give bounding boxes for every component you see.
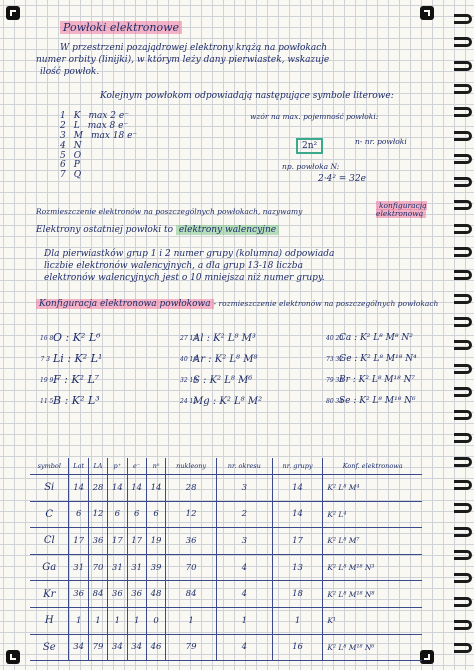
example-value: 2·4² = 32e: [318, 174, 366, 184]
element-symbol-cell: Si: [30, 475, 69, 502]
configuration-cell: K¹: [323, 607, 422, 634]
spiral-ring-icon: [454, 14, 472, 24]
table-row: [30, 581, 422, 608]
table-cell: 1: [88, 607, 107, 634]
element-symbol-cell: Ga: [30, 554, 69, 581]
table-cell: 1: [166, 607, 217, 634]
intro-line-3: ilość powłok.: [40, 67, 100, 77]
table-cell: 79: [166, 634, 217, 661]
table-cell: 1: [216, 607, 272, 634]
distribution-text: [36, 208, 302, 216]
table-cell: 3: [216, 475, 272, 502]
table-cell: 17: [108, 528, 127, 555]
table-cell: 1: [69, 607, 88, 634]
table-cell: 13: [272, 554, 323, 581]
shells-heading: Kolejnym powłokom odpowiadają następujące symbole literowe:: [100, 91, 394, 101]
list-item: 80 34 Se : K² L⁸ M¹⁸ N⁶: [326, 395, 416, 406]
table-cell: 14: [272, 501, 323, 528]
list-item: 3 M max 18 e⁻: [60, 130, 138, 141]
table-row: [30, 634, 422, 661]
spiral-ring-icon: [454, 317, 472, 327]
table-row: [30, 528, 422, 555]
table-cell: 36: [108, 581, 127, 608]
list-item: 32 16 S : K² L⁸ M⁶: [180, 375, 253, 386]
table-cell: 6: [127, 501, 146, 528]
table-cell: 84: [166, 581, 217, 608]
list-item: 16 8 O : K² L⁶: [40, 331, 101, 345]
table-cell: 12: [88, 501, 107, 528]
table-cell: 48: [146, 581, 165, 608]
table-cell: 3: [216, 528, 272, 555]
list-item: 24 12 Mg : K² L⁸ M²: [180, 396, 263, 407]
distribution-term: [376, 202, 436, 219]
table-cell: 4: [216, 634, 272, 661]
corner-marker-icon: [6, 6, 20, 20]
table-cell: 46: [146, 634, 165, 661]
table-cell: 79: [88, 634, 107, 661]
intro-line-2: numer orbity (linijki), w którym leży dany pierwiastek, wskazuje: [36, 55, 330, 65]
list-item: 73 32 Ge : K² L⁸ M¹⁸ N⁴: [326, 353, 417, 364]
table-cell: 17: [272, 528, 323, 555]
distribution-line: Rozmieszczenie elektronów na poszczególnych powłokach, nazywamy: [36, 207, 303, 216]
configuration-cell: K² L⁸ M⁴: [323, 475, 422, 502]
list-item: 7 Q: [60, 170, 82, 181]
spiral-ring-icon: [454, 294, 472, 304]
column-header: n⁰: [146, 458, 165, 475]
table-cell: 16: [272, 634, 323, 661]
spiral-ring-icon: [454, 37, 472, 47]
term-highlight: konfiguracją elektronową: [376, 201, 427, 219]
table-cell: 6: [69, 501, 88, 528]
column-header: nr. okresu: [216, 458, 272, 475]
column-header: symbol: [30, 458, 69, 475]
corner-marker-icon: [420, 6, 434, 20]
table-cell: 18: [272, 581, 323, 608]
table-cell: 34: [69, 634, 88, 661]
table-cell: 6: [108, 501, 127, 528]
table-cell: 1: [108, 607, 127, 634]
spiral-ring-icon: [454, 154, 472, 164]
spiral-ring-icon: [454, 620, 472, 630]
formula-note: n- nr. powłoki: [355, 137, 407, 146]
formula-label: wzór na max. pojemność powłoki:: [250, 112, 379, 121]
spiral-ring-icon: [454, 457, 472, 467]
table-cell: 84: [88, 581, 107, 608]
table-cell: 4: [216, 581, 272, 608]
elements-table: [30, 458, 422, 661]
table-cell: 4: [216, 554, 272, 581]
table-cell: 6: [146, 501, 165, 528]
configuration-cell: K² L⁸ M¹⁸ N⁸: [323, 581, 422, 608]
element-symbol-cell: C: [30, 501, 69, 528]
table-cell: 14: [127, 475, 146, 502]
spiral-ring-icon: [454, 573, 472, 583]
table-row: [30, 607, 422, 634]
element-symbol-cell: Kr: [30, 581, 69, 608]
table-cell: 17: [69, 528, 88, 555]
rule-line-1: Dla pierwiastków grup 1 i 2 numer grupy (kolumna) odpowiada: [44, 249, 335, 259]
formula: 2n²: [296, 138, 323, 154]
table-cell: 36: [88, 528, 107, 555]
spiral-ring-icon: [454, 107, 472, 117]
title-highlight: Powłoki elektronowe: [60, 21, 182, 34]
spiral-ring-icon: [454, 340, 472, 350]
spiral-ring-icon: [454, 597, 472, 607]
table-cell: 31: [108, 554, 127, 581]
spiral-ring-icon: [454, 224, 472, 234]
rule-line-2: liczbie elektronów walencyjnych, a dla grup 13-18 liczba: [44, 261, 303, 271]
list-item: 6 P: [60, 160, 80, 171]
table-cell: 14: [272, 475, 323, 502]
configuration-cell: K² L⁸ M¹⁸ N³: [323, 554, 422, 581]
spiral-ring-icon: [454, 200, 472, 210]
config-column-2: [180, 328, 262, 412]
formula-box: [296, 134, 323, 152]
spiral-ring-icon: [454, 527, 472, 537]
table-cell: 36: [127, 581, 146, 608]
corner-marker-icon: [6, 650, 20, 664]
table-cell: 14: [69, 475, 88, 502]
list-item: 1 K max 2 e⁻: [60, 111, 129, 121]
element-symbol-cell: Se: [30, 634, 69, 661]
list-item: 27 13 Al : K² L⁸ M³: [180, 333, 256, 344]
table-cell: 1: [127, 607, 146, 634]
column-header: Lat: [69, 458, 88, 475]
column-header: LA: [88, 458, 107, 475]
valence-line: Elektrony ostatniej powłoki to: [36, 225, 174, 235]
spiral-ring-icon: [454, 433, 472, 443]
spiral-ring-icon: [454, 247, 472, 257]
spiral-binding: [452, 0, 474, 670]
table-cell: 28: [88, 475, 107, 502]
list-item: 11 5 B : K² L³: [40, 394, 100, 408]
table-cell: 12: [166, 501, 217, 528]
list-item: 40 20 Ca : K² L⁸ M⁸ N²: [326, 332, 413, 343]
table-cell: 14: [146, 475, 165, 502]
table-cell: 14: [108, 475, 127, 502]
spiral-ring-icon: [454, 387, 472, 397]
table-cell: 36: [69, 581, 88, 608]
column-header: nr. grupy: [272, 458, 323, 475]
list-item: 7 3 Li : K² L¹: [40, 352, 103, 366]
table-row: [30, 475, 422, 502]
spiral-ring-icon: [454, 643, 472, 653]
spiral-ring-icon: [454, 270, 472, 280]
rule-line-3: elektronów walencyjnych jest o 10 mniejsza niż numer grupy.: [44, 273, 325, 283]
config-column-3: [326, 328, 417, 412]
spiral-ring-icon: [454, 177, 472, 187]
table-cell: 17: [127, 528, 146, 555]
list-item: 2 L max 8 e⁻: [60, 120, 129, 131]
table-cell: 34: [108, 634, 127, 661]
table-cell: 31: [69, 554, 88, 581]
table-cell: 70: [166, 554, 217, 581]
example-label: np. powłoka N:: [282, 162, 340, 171]
list-item: 5 O: [60, 150, 82, 161]
list-item: 79 35 Br : K² L⁸ M¹⁸ N⁷: [326, 374, 416, 385]
configuration-cell: K² L⁸ M⁷: [323, 528, 422, 555]
table-row: [30, 501, 422, 528]
shells-list: [60, 112, 137, 181]
spiral-ring-icon: [454, 550, 472, 560]
configuration-cell: K² L⁴: [323, 501, 422, 528]
column-header: p⁺: [108, 458, 127, 475]
table-row: [30, 554, 422, 581]
corner-marker-icon: [420, 650, 434, 664]
list-item: 4 N: [60, 140, 82, 151]
spiral-ring-icon: [454, 364, 472, 374]
spiral-ring-icon: [454, 480, 472, 490]
valence-highlight: elektrony walencyjne: [176, 225, 279, 235]
list-item: 40 18 Ar : K² L⁸ M⁸: [180, 354, 258, 365]
table-cell: 70: [88, 554, 107, 581]
column-header: nukleony: [166, 458, 217, 475]
spiral-ring-icon: [454, 131, 472, 141]
column-header: Konf. elektronowa: [323, 458, 422, 475]
table-cell: 31: [127, 554, 146, 581]
table-cell: 39: [146, 554, 165, 581]
page-title: [60, 22, 182, 34]
table-cell: 28: [166, 475, 217, 502]
spiral-ring-icon: [454, 84, 472, 94]
valence-text: [36, 226, 279, 236]
table-cell: 2: [216, 501, 272, 528]
table-cell: 0: [146, 607, 165, 634]
config-heading-rest: - rozmieszczenie elektronów na poszczególnych powłokach: [213, 299, 439, 308]
spiral-ring-icon: [454, 410, 472, 420]
table-cell: 19: [146, 528, 165, 555]
config-heading: [36, 300, 438, 310]
config-column-1: [40, 328, 102, 412]
column-header: e⁻: [127, 458, 146, 475]
spiral-ring-icon: [454, 503, 472, 513]
config-heading-highlight: Konfiguracja elektronowa powłokowa: [36, 299, 214, 309]
table-header-row: [30, 458, 422, 475]
table-cell: 34: [127, 634, 146, 661]
table-cell: 1: [272, 607, 323, 634]
table-cell: 36: [166, 528, 217, 555]
element-symbol-cell: Cl: [30, 528, 69, 555]
spiral-ring-icon: [454, 61, 472, 71]
configuration-cell: K² L⁸ M¹⁸ N⁶: [323, 634, 422, 661]
list-item: 19 9 F : K² L⁷: [40, 373, 100, 387]
intro-line-1: W przestrzeni pozajądrowej elektrony krążą na powłokach: [60, 43, 328, 53]
element-symbol-cell: H: [30, 607, 69, 634]
